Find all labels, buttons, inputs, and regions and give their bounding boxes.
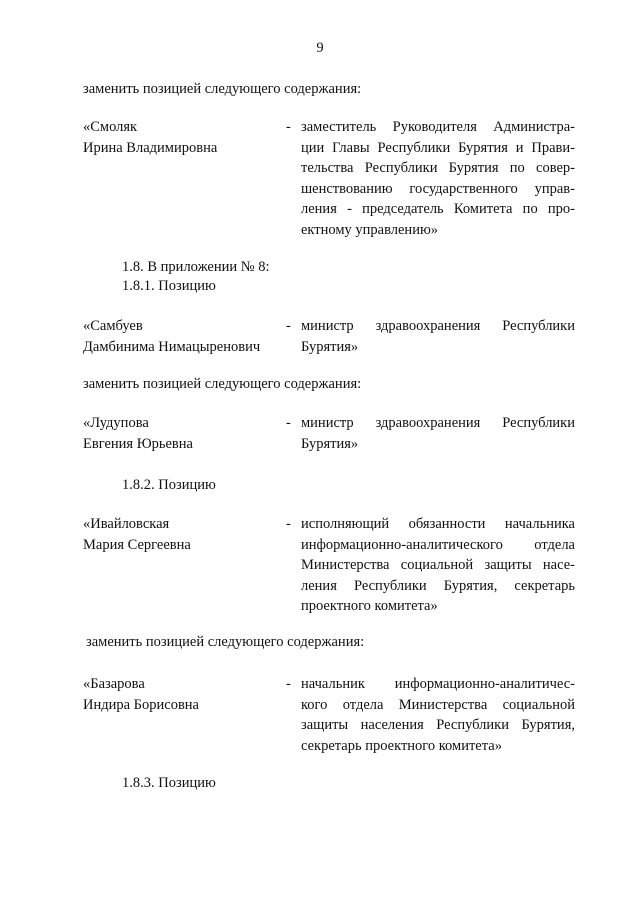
section-heading-1-8: 1.8. В приложении № 8:	[122, 259, 270, 275]
description-line: ции Главы Республики Бурятия и Прави-	[301, 139, 575, 156]
section-heading-1-8-2: 1.8.2. Позицию	[122, 477, 216, 493]
entry-given-names: Евгения Юрьевна	[83, 435, 193, 452]
entry-given-names: Дамбинима Нимацыренович	[83, 338, 261, 355]
replace-instruction: заменить позицией следующего содержания:	[86, 634, 365, 650]
entry-dash: -	[286, 415, 291, 431]
entry-surname: «Смоляк	[83, 119, 138, 135]
description-line: ления Республики Бурятия, секретарь	[301, 577, 575, 594]
description-line: начальник информационно-аналитичес-	[301, 676, 575, 692]
entry-name	[83, 514, 283, 555]
entry-surname: «Базарова	[83, 676, 145, 692]
description-line: министр здравоохранения Республики	[301, 415, 575, 431]
description-line: министр здравоохранения Республики	[301, 318, 575, 334]
entry-name	[83, 117, 283, 158]
description-line: кого отдела Министерства социальной	[301, 696, 575, 713]
description-line: Бурятия»	[301, 435, 359, 452]
description-line: ления - председатель Комитета по про-	[301, 201, 575, 217]
description-line: секретарь проектного комитета»	[301, 737, 502, 754]
entry-surname: «Самбуев	[83, 318, 143, 334]
entry-dash: -	[286, 119, 291, 135]
replace-instruction: заменить позицией следующего содержания:	[83, 376, 362, 392]
entry-given-names: Индира Борисовна	[83, 696, 199, 713]
description-line: Бурятия»	[301, 338, 359, 355]
entry-dash: -	[286, 318, 291, 334]
description-line: ектному управлению»	[301, 221, 439, 238]
description-line: тельства Республики Бурятия по совер-	[301, 160, 575, 176]
description-line: проектного комитета»	[301, 598, 438, 614]
description-line: информационно-аналитического отдела	[301, 536, 575, 553]
entry-description	[301, 316, 575, 357]
entry-surname: «Лудупова	[83, 415, 149, 431]
description-line: шенствованию государственного управ-	[301, 180, 575, 197]
description-line: защиты населения Республики Бурятия,	[301, 717, 575, 733]
replace-instruction: заменить позицией следующего содержания:	[83, 81, 362, 97]
entry-name	[83, 316, 283, 357]
entry-description	[301, 413, 575, 454]
entry-dash: -	[286, 676, 291, 692]
section-heading-1-8-1: 1.8.1. Позицию	[122, 278, 216, 294]
entry-description	[301, 514, 575, 617]
entry-description	[301, 674, 575, 756]
entry-given-names: Ирина Владимировна	[83, 139, 218, 156]
entry-surname: «Ивайловская	[83, 516, 170, 532]
entry-description	[301, 117, 575, 240]
section-heading-1-8-3: 1.8.3. Позицию	[122, 775, 216, 791]
description-line: заместитель Руководителя Администра-	[301, 119, 575, 135]
entry-name	[83, 674, 283, 715]
description-line: исполняющий обязанности начальника	[301, 516, 575, 532]
entry-given-names: Мария Сергеевна	[83, 536, 191, 553]
description-line: Министерства социальной защиты насе-	[301, 557, 575, 573]
entry-name	[83, 413, 283, 454]
page-number: 9	[316, 40, 324, 56]
entry-dash: -	[286, 516, 291, 532]
